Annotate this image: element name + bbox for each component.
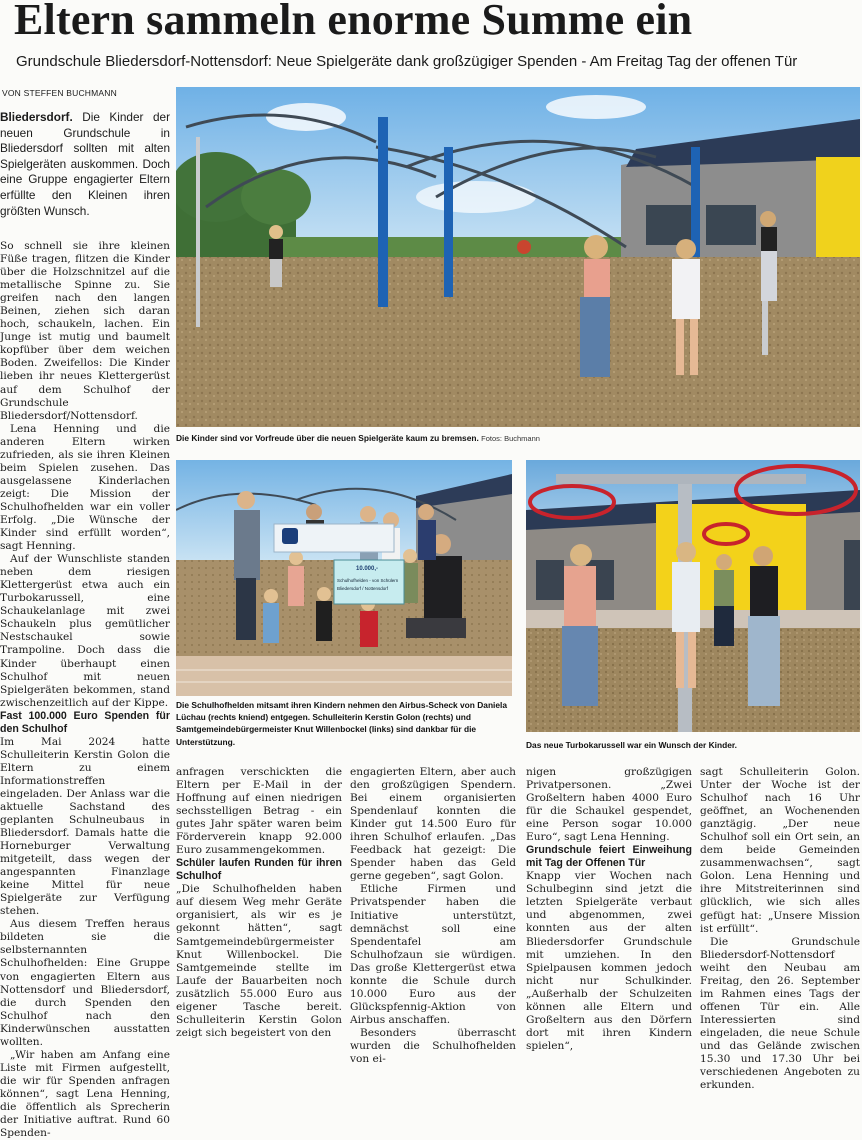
article-column-2 xyxy=(176,766,342,1040)
section-heading: Schüler laufen Runden für ihren Schulhof xyxy=(176,857,342,883)
lead-text: Die Kinder der neuen Grundschule in Bliedersdorf sollten mit alten Spielgeräten auskommen. Doch eine Gruppe engagierter Eltern erfüllte den Kleinen ihren größten Wunsch. xyxy=(0,110,170,218)
photo-credit: Fotos: Buchmann xyxy=(481,434,540,443)
paragraph: Etliche Firmen und Privatspender haben die Initiative unterstützt, demnächst soll eine Spendentafel am Schulhofzaun sie würdigen. Das große Klettergerüst etwa konnte die Schule durch 10.000 Euro aus der Glückspfennig-Aktion von Airbus anschaffen. xyxy=(350,883,516,1026)
paragraph: So schnell sie ihre kleinen Füße tragen, flitzen die Kinder über die Holzschnitzel auf die metallische Spinne zu. Sie greifen nach den langen Beinen, ziehen sich daran hoch, schaukeln, lachen. Ein Junge ist mutig und baumelt kopfüber über dem weichen Boden. Zweifellos: Die Kinder lieben ihr neues Klettergerüst auf dem Schulhof der Grundschule Bliedersdorf/Nottensdorf. xyxy=(0,240,170,422)
article-column-4 xyxy=(526,766,692,1053)
paragraph: Im Mai 2024 hatte Schulleiterin Kerstin Golon die Eltern zu einem Informationstreffen eingeladen. Der Anlass war die aktuelle Sachstand des geplanten Schulneubaus in Bliedersdorf. Damals hatte die Horneburger Verwaltung mitgeteilt, dass wegen der angespannten Finanzlage keine Mittel für neue Spielgeräte zur Verfügung stehen. xyxy=(0,735,170,918)
check-amount: 10.000,- xyxy=(356,566,379,572)
paragraph: Die Grundschule Bliedersdorf-Nottensdorf weiht den Neubau am Freitag, den 26. September im Rahmen eines Tags der offenen Tür ein. Alle Interessierten sind eingeladen, die neue Schule und das Gelände zwischen 15.30 und 17.30 Uhr bei verschiedenen Angeboten zu erkunden. xyxy=(700,935,860,1092)
photo-turbo-carousel xyxy=(526,460,860,732)
paragraph: Lena Henning und die anderen Eltern wirken zufrieden, als sie ihren Kleinen beim Spielen zusehen. Das ausgelassene Kinderlachen zeigt: Die Mission der Schulhofhelden war ein voller Erfolg. „Die Wünsche der Kinder sind erfüllt worden“, sagt Henning. xyxy=(0,422,170,553)
paragraph: Besonders überrascht wurden die Schulhofhelden von ei- xyxy=(350,1026,516,1066)
paragraph: „Wir haben am Anfang eine Liste mit Firmen aufgestellt, die wir für Spenden anfragen können“, sagt Lena Henning, die öffentlich als Sprecherin der Initiative auftrat. Rund 60 Spenden- xyxy=(0,1048,170,1140)
paragraph: engagierten Eltern, aber auch den großzügigen Spendern. Bei einem organisierten Spendenlauf konnten die Kinder gut 14.500 Euro für ihren Schulhof erlaufen. „Das Feedback hat gezeigt: Die Spender haben das Geld gerne gegeben“, sagt Golon. xyxy=(350,766,516,883)
paragraph: Aus diesem Treffen heraus bildeten sie die selbsternannten Schulhofhelden: Eine Gruppe von engagierten Eltern aus Nottensdorf und Bliedersdorf, die durch Spenden den Schulhof nach den Kinderwünschen ausstatten wollten. xyxy=(0,918,170,1048)
paragraph: Knapp vier Wochen nach Schulbeginn sind jetzt die letzten Spielgeräte verbaut und abgenommen, zwei konnten aus der alten Bliedersdorfer Grundschule mit umziehen. In den Spielpausen kommen jedoch nicht nur Schulkinder. „Außerhalb der Schulzeiten können alle Eltern und Großeltern aus den Dörfern dort mit ihren Kindern spielen“, xyxy=(526,870,692,1052)
check-line-1: Schulhofhelden - von Schülern xyxy=(337,578,399,583)
caption-text: Die Kinder sind vor Vorfreude über die neuen Spielgeräte kaum zu bremsen. xyxy=(176,433,479,443)
section-heading: Fast 100.000 Euro Spenden für den Schulhof xyxy=(0,709,170,735)
paragraph: sagt Schulleiterin Golon. Unter der Woche ist der Schulhof nach 16 Uhr geöffnet, an Wochenenden ganztägig. „Der neue Schulhof soll ein Ort sein, an dem beide Gemeinden zusammenwachsen“, sagt Golon. Lena Henning und ihre Mitstreiterinnen sind glücklich, wie sich alles gefügt hat: „Unsere Mission ist erfüllt“. xyxy=(700,766,860,935)
check-line-2: Bliedersdorf / Nottensdorf xyxy=(337,586,389,591)
subheadline: Grundschule Bliedersdorf-Nottensdorf: Neue Spielgeräte dank großzügiger Spenden - Am Freitag Tag der offenen Tür xyxy=(16,53,798,70)
photo-group-check xyxy=(176,460,512,696)
paragraph: anfragen verschickten die Eltern per E-Mail in der Hoffnung auf einen niedrigen sechsstelligen Betrag - ein gutes Jahr später waren beim Förderverein knapp 92.000 Euro zusammengekommen. xyxy=(176,766,342,857)
article-column-3 xyxy=(350,766,516,1066)
caption-group-photo: Die Schulhofhelden mitsamt ihren Kindern nehmen den Airbus-Scheck von Daniela Lüchau (rechts kniend) entgegen. Schulleiterin Kerstin Golon (rechts) und Samtgemeindebürgermeister Knut Willenbockel (links) sind dankbar für die Unterstützung. xyxy=(176,700,508,747)
lead-place: Bliedersdorf. xyxy=(0,110,73,124)
headline: Eltern sammeln enorme Summe ein xyxy=(14,0,693,44)
lead-paragraph xyxy=(0,110,170,219)
caption-main-photo xyxy=(176,432,860,445)
paragraph: „Die Schulhofhelden haben auf diesem Weg mehr Geräte organisiert, als wir es je gekonnt hätten“, sagt Samtgemeindebürgermeister Knut Willenbockel. Die Samtgemeinde stellte im Laufe der Bauarbeiten noch zusätzlich 55.000 Euro aus eigener Tasche bereit. Schulleiterin Kerstin Golon zeigt sich begeistert von den xyxy=(176,883,342,1039)
caption-carousel-photo: Das neue Turbokarussell war ein Wunsch der Kinder. xyxy=(526,740,737,750)
article-column-5 xyxy=(700,766,860,1092)
article-column-1 xyxy=(0,240,170,1140)
photo-climbing-frame xyxy=(176,87,860,427)
paragraph: nigen großzügigen Privatpersonen. „Zwei Großeltern haben 4000 Euro für die Schaukel gespendet, eine Person sogar 10.000 Euro“, sagt Lena Henning. xyxy=(526,766,692,844)
paragraph: Auf der Wunschliste standen neben dem riesigen Klettergerüst etwa auch ein Turbokarussell, eine Schaukelanlage mit zwei Schaukeln plus gemütlicher Nestschaukel sowie Trampoline. Doch dass die Kinder überhaupt einen Schulhof mit neuen Spielgeräten bekommen, stand zwischenzeitlich auf der Kippe. xyxy=(0,553,170,709)
byline: VON STEFFEN BUCHMANN xyxy=(2,88,117,98)
section-heading: Grundschule feiert Einweihung mit Tag der Offenen Tür xyxy=(526,844,692,870)
